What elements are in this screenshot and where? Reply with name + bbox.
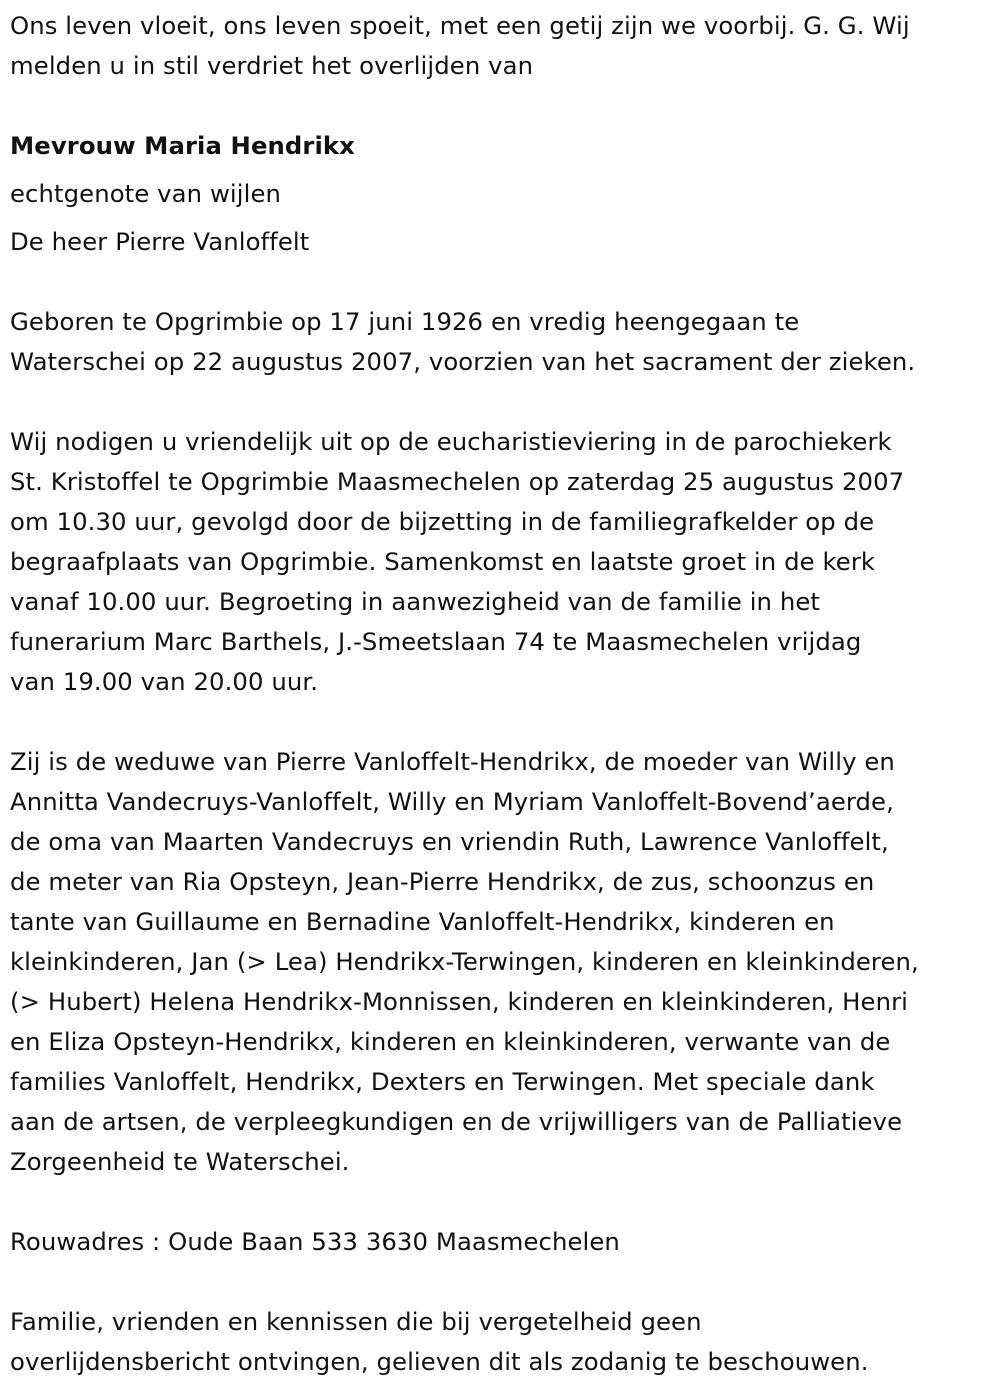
spouse-line-1: echtgenote van wijlen [10, 179, 282, 208]
closing-paragraph: Familie, vrienden en kennissen die bij vergetelheid geen overlijdensbericht ontvingen, gelieven dit als zodanig te beschouwen. [10, 1307, 869, 1376]
deceased-name: Mevrouw Maria Hendrikx [10, 131, 355, 160]
service-paragraph: Wij nodigen u vriendelijk uit op de eucharistieviering in de parochiekerk St. Kristoffel te Opgrimbie Maasmechelen op zaterdag 25 augustus 2007 om 10.30 uur, gevolgd door de bijzetting in de familiegrafkelder op de begraafplaats van Opgrimbie. Samenkomst en laatste groet in de kerk vanaf 10.00 uur. Begroeting in aanwezigheid van de familie in het funerarium Marc Barthels, J.-Smeetslaan 74 te Maasmechelen vrijdag van 19.00 van 20.00 uur. [10, 427, 905, 696]
birth-death-paragraph: Geboren te Opgrimbie op 17 juni 1926 en vredig heengegaan te Waterschei op 22 augustus 2007, voorzien van het sacrament der zieken. [10, 307, 916, 376]
family-paragraph: Zij is de weduwe van Pierre Vanloffelt-Hendrikx, de moeder van Willy en Annitta Vandecruys-Vanloffelt, Willy en Myriam Vanloffelt-Bovend’aerde, de oma van Maarten Vandecruys en vriendin Ruth, Lawrence Vanloffelt, de meter van Ria Opsteyn, Jean-Pierre Hendrikx, de zus, schoonzus en tante van Guillaume en Bernadine Vanloffelt-Hendrikx, kinderen en kleinkinderen, Jan (> Lea) Hendrikx-Terwingen, kinderen en kleinkinderen, (> Hubert) Helena Hendrikx-Monnissen, kinderen en kleinkinderen, Henri en Eliza Opsteyn-Hendrikx, kinderen en kleinkinderen, verwante van de families Vanloffelt, Hendrikx, Dexters en Terwingen. Met speciale dank aan de artsen, de verpleegkundigen en de vrijwilligers van de Palliatieve Zorgeenheid te Waterschei. [10, 747, 919, 1176]
intro-text: Ons leven vloeit, ons leven spoeit, met een getij zijn we voorbij. G. G. Wij melden u in stil verdriet het overlijden van [10, 11, 910, 80]
mourning-address: Rouwadres : Oude Baan 533 3630 Maasmechelen [10, 1227, 620, 1256]
spouse-line-2: De heer Pierre Vanloffelt [10, 227, 310, 256]
